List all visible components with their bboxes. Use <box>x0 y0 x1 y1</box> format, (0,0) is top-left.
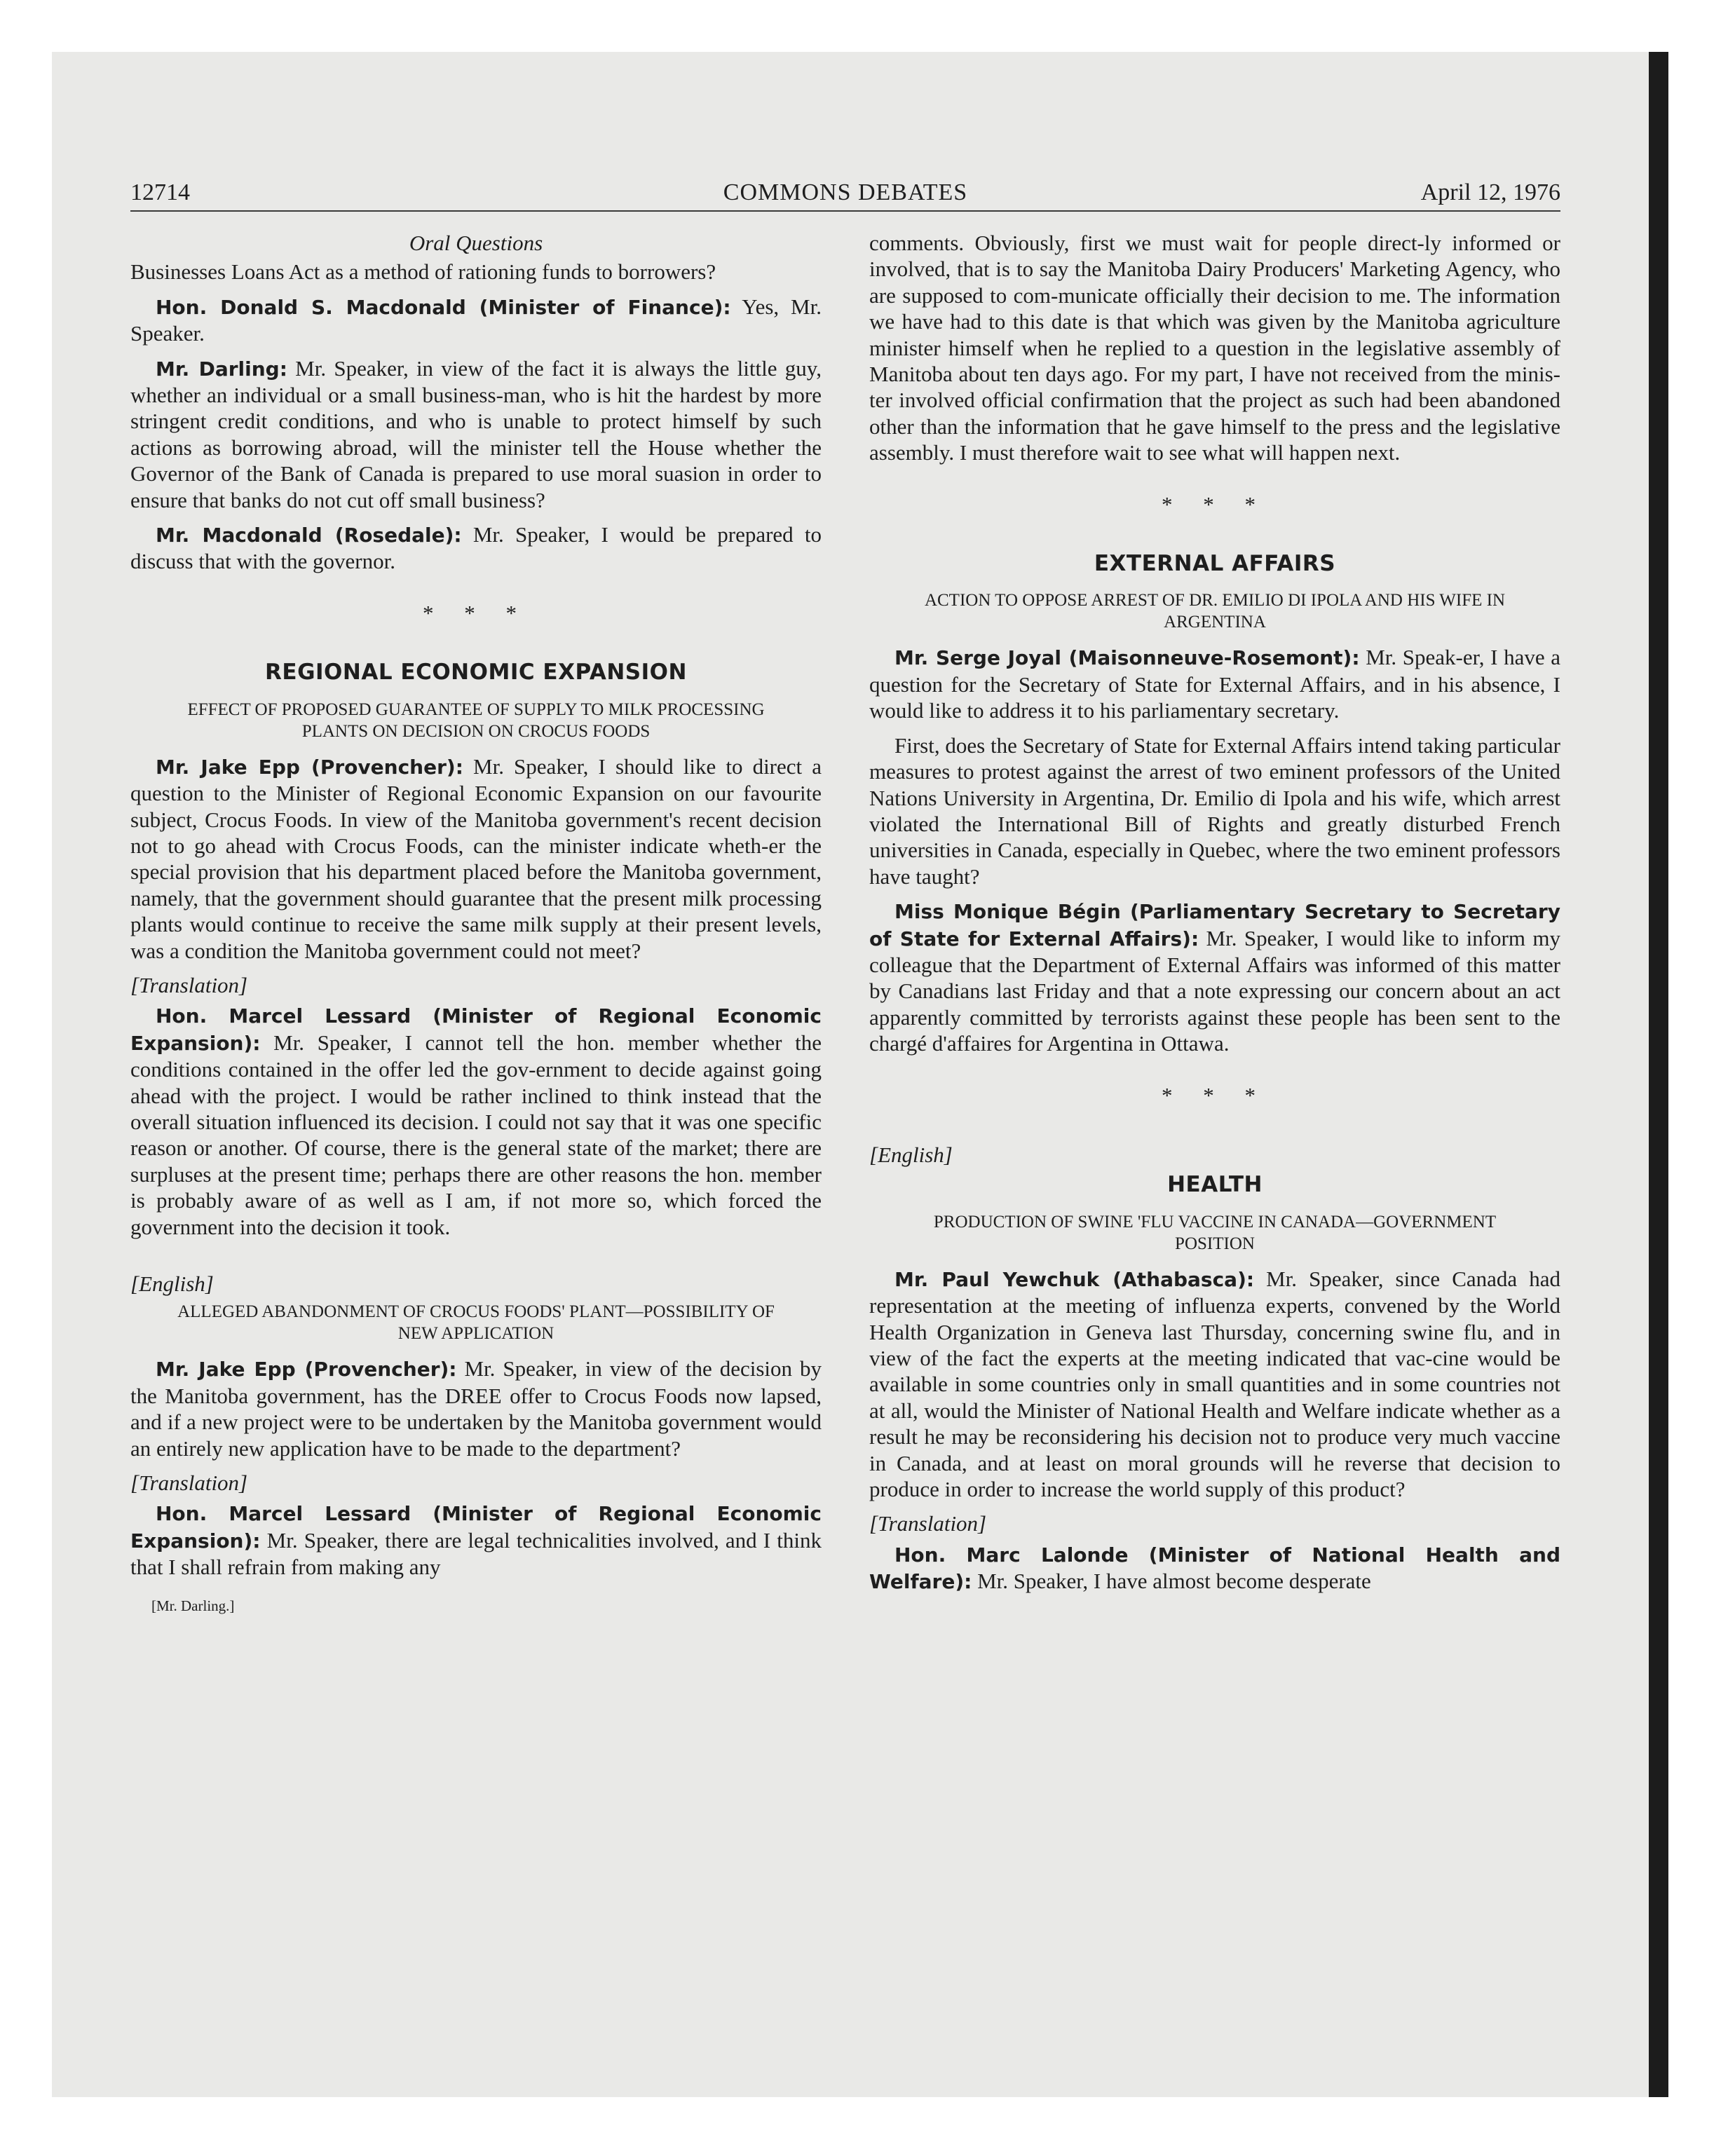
speech-paragraph <box>869 898 1560 1056</box>
speech-text: Mr. Speak-er, I have a question for the Secretary of State for External Affairs, and in his absence, I would like to address it to his parliamentary secretary. <box>869 645 1561 723</box>
language-marker: [Translation] <box>869 1511 987 1536</box>
speech-paragraph <box>130 1002 822 1240</box>
speaker-name: Hon. Donald S. Macdonald (Minister of Finance): <box>156 295 731 319</box>
speech-text: Mr. Speaker, I should like to direct a question to the Minister of Regional Economic Expansion on our favourite subject, Crocus Foods. In view of the Manitoba government's recent decision not to go ahead with Crocus Foods, can the minister indicate wheth-er the special provision that his department placed before the Manitoba government, namely, that the government should guarantee that the present milk processing plants would continue to receive the same milk supply at their present levels, was a condition the Manitoba government could not meet? <box>130 753 822 963</box>
running-title: Oral Questions <box>409 231 543 255</box>
speech-text: Mr. Speaker, I have almost become desperate <box>972 1569 1371 1594</box>
right-column <box>869 230 1560 1604</box>
speech-text: Mr. Speaker, I would be prepared to discuss that with the governor. <box>130 522 822 574</box>
language-marker: [Translation] <box>130 1471 248 1496</box>
speech-paragraph <box>130 1356 822 1461</box>
speech-paragraph <box>130 753 822 964</box>
page-number: 12714 <box>130 179 190 205</box>
speaker-name: Mr. Macdonald (Rosedale): <box>156 524 462 547</box>
paragraph: First, does the Secretary of State for External Affairs intend taking particular measures to protest against the arrest of two eminent professors of the United Nations University in Argentina, Dr. Emilio di Ipola and his wife, which arrest violated the International Bill of Rights and greatly disturbed French universities in Canada, especially in Quebec, where the two eminent professors have taught? <box>869 732 1560 889</box>
speech-text: Mr. Speaker, since Canada had representation at the meeting of influenza experts, convened by the World Health Organization in Geneva last Thursday, concerning swine flu, and in view of the fact the experts at the meeting indicated that vac-cine would be available in some countries only in small quantities and in some countries not at all, would the Minister of National Health and Welfare indicate whether as a result he may be reconsidering his decision not to produce very much vaccine in Canada, and at least on moral grounds will he reverse that decision to produce in order to increase the world supply of this product? <box>869 1266 1560 1502</box>
speaker-name: Hon. Marc Lalonde (Minister of National Health and Welfare): <box>869 1543 1560 1594</box>
speech-text: Mr. Speaker, in view of the fact it is always the little guy, whether an individual or a small business-man, who is hit the hardest by more stringent credit conditions, and who is unable to protect himself by such actions as borrowing abroad, will the minister tell the House whether the Governor of the Bank of Canada is prepared to use moral suasion in order to ensure that banks do not cut off small business? <box>130 355 822 512</box>
speaker-name: Mr. Serge Joyal (Maisonneuve-Rosemont): <box>894 646 1360 670</box>
section-separator: * * * <box>1162 1082 1268 1107</box>
section-separator: * * * <box>1162 491 1268 517</box>
hansard-page <box>130 168 1560 1949</box>
page-header <box>130 168 1560 212</box>
speech-text: Yes, Mr. Speaker. <box>130 294 822 346</box>
section-heading: EXTERNAL AFFAIRS <box>1094 551 1336 577</box>
subheading: ALLEGED ABANDONMENT OF CROCUS FOODS' PLANT—POSSIBILITY OF NEW APPLICATION <box>177 1302 775 1344</box>
scan-binding-edge <box>1649 52 1668 2097</box>
subheading: ACTION TO OPPOSE ARREST OF DR. EMILIO DI IPOLA AND HIS WIFE IN ARGENTINA <box>924 591 1506 632</box>
speech-text: Mr. Speaker, I cannot tell the hon. member whether the conditions contained in the offer led the gov-ernment to decide against going ahead with the project. I would be rather inclined to think instead that the overall situation influenced its decision. I could not say that it was one specific reason or another. Of course, there is the general state of the market; there are surpluses at the present time; perhaps there are other reasons the hon. member is probably aware of as well as I am, if not more so, which forced the government into the decision it took. <box>130 1030 822 1239</box>
speech-text: Mr. Speaker, in view of the decision by the Manitoba government, has the DREE offer to Crocus Foods now lapsed, and if a new project were to be undertaken by the Manitoba government would an entirely new application have to be made to the department? <box>130 1356 822 1461</box>
speaker-name: Hon. Marcel Lessard (Minister of Regional Economic Expansion): <box>130 1502 822 1553</box>
paragraph: comments. Obviously, first we must wait for people direct-ly informed or involved, that is to say the Manitoba Dairy Producers' Marketing Agency, who are supposed to com-municate officially their decision to me. The information we have had to this date is that which was given by the Manitoba agriculture minister himself when he replied to a question in the legislative assembly of Manitoba about ten days ago. For my part, I have not received from the minis-ter involved official confirmation that the project as such had been abandoned other than the information that he gave himself to the press and the legislative assembly. I must therefore wait to see what will happen next. <box>869 231 1560 465</box>
paragraph: Businesses Loans Act as a method of rationing funds to borrowers? <box>130 259 716 285</box>
speech-paragraph <box>130 294 822 347</box>
language-marker: [English] <box>869 1142 953 1167</box>
speech-text: Mr. Speaker, I would like to inform my colleague that the Department of External Affairs was informed of this matter by Canadians last Friday and that a note expressing our concern about an act apparently committed by terrorists against these people has been sent to the chargé d'affaires for Argentina in Ottawa. <box>869 925 1560 1056</box>
section-separator: * * * <box>423 600 529 625</box>
speech-paragraph <box>130 355 822 513</box>
speaker-name: Mr. Darling: <box>156 357 287 381</box>
speech-text: Mr. Speaker, there are legal technicalities involved, and I think that I shall refrain from making any <box>130 1527 822 1580</box>
subheading: PRODUCTION OF SWINE 'FLU VACCINE IN CANADA—GOVERNMENT POSITION <box>933 1212 1497 1253</box>
speaker-name: Mr. Jake Epp (Provencher): <box>156 755 463 779</box>
publication-title: COMMONS DEBATES <box>723 179 968 205</box>
speaker-name: Mr. Paul Yewchuk (Athabasca): <box>894 1267 1255 1291</box>
section-heading: HEALTH <box>1167 1172 1263 1198</box>
speech-paragraph <box>869 644 1560 723</box>
subheading: EFFECT OF PROPOSED GUARANTEE OF SUPPLY TO MILK PROCESSING PLANTS ON DECISION ON CROCUS FOODS <box>187 700 765 741</box>
speaker-name: Hon. Marcel Lessard (Minister of Regional Economic Expansion): <box>130 1004 822 1055</box>
speaker-name: Miss Monique Bégin (Parliamentary Secretary to Secretary of State for External Affairs): <box>869 900 1560 950</box>
speaker-name: Mr. Jake Epp (Provencher): <box>156 1358 457 1381</box>
section-heading: REGIONAL ECONOMIC EXPANSION <box>265 660 687 685</box>
speech-paragraph <box>130 521 822 575</box>
speech-paragraph <box>130 1500 822 1580</box>
speaker-footnote: [Mr. Darling.] <box>151 1597 235 1614</box>
speech-paragraph <box>869 1541 1560 1595</box>
language-marker: [English] <box>130 1271 214 1296</box>
left-column <box>130 230 822 1619</box>
publication-date: April 12, 1976 <box>1420 179 1560 205</box>
language-marker: [Translation] <box>130 972 248 997</box>
speech-paragraph <box>869 1266 1560 1503</box>
